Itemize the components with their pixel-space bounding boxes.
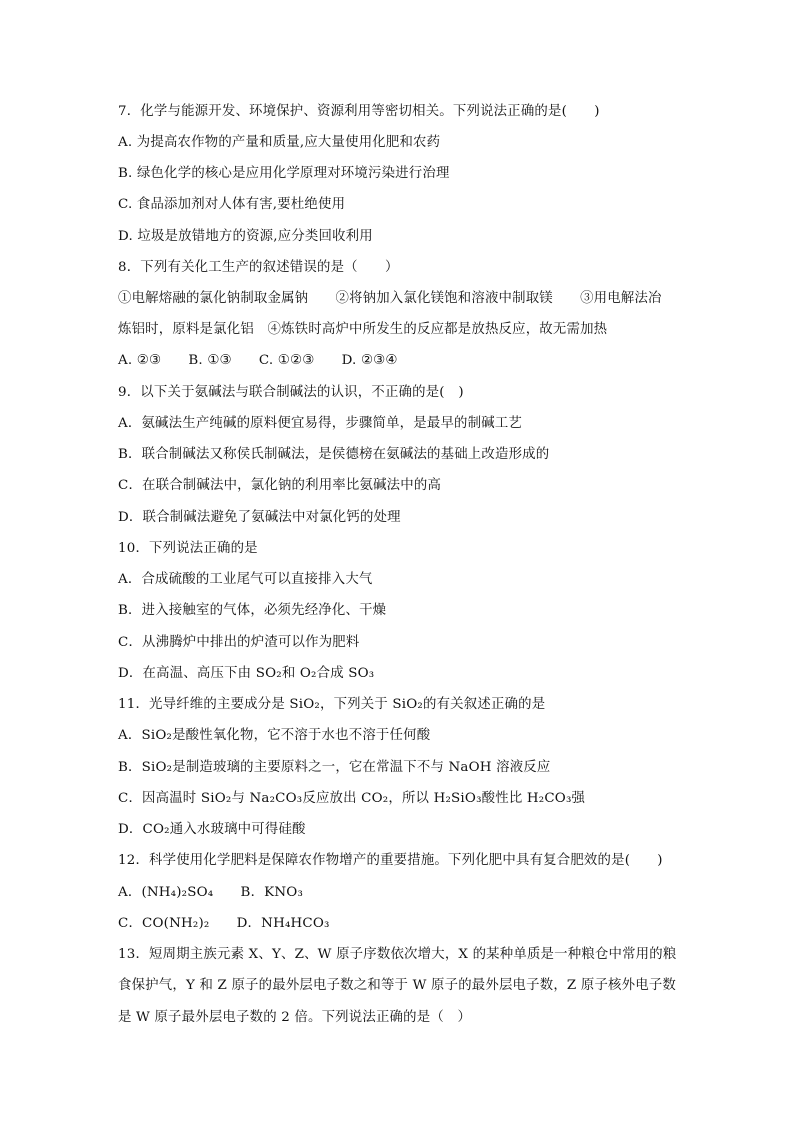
q11-option-d: D．CO₂通入水玻璃中可得硅酸 [118, 822, 306, 837]
q13-stem-line3: 是 W 原子最外层电子数的 2 倍。下列说法正确的是（ ） [118, 1010, 472, 1025]
q10-option-c: C．从沸腾炉中排出的炉渣可以作为肥料 [118, 635, 360, 650]
q11-option-c: C．因高温时 SiO₂与 Na₂CO₃反应放出 CO₂，所以 H₂SiO₃酸性比 H₂CO₃强 [118, 791, 586, 806]
q10-option-a: A．合成硫酸的工业尾气可以直接排入大气 [118, 572, 373, 587]
q7-option-c: C. 食品添加剂对人体有害,要杜绝使用 [118, 197, 346, 212]
q10-option-b: B．进入接触室的气体，必须先经净化、干燥 [118, 603, 387, 618]
q11-option-b: B．SiO₂是制造玻璃的主要原料之一，它在常温下不与 NaOH 溶液反应 [118, 760, 551, 775]
q9-stem: 9．以下关于氨碱法与联合制碱法的认识，不正确的是( ) [118, 385, 464, 400]
q9-option-a: A．氨碱法生产纯碱的原料便宜易得，步骤简单，是最早的制碱工艺 [118, 416, 522, 431]
q10-stem: 10．下列说法正确的是 [118, 541, 258, 556]
q11-stem: 11．光导纤维的主要成分是 SiO₂，下列关于 SiO₂的有关叙述正确的是 [118, 697, 546, 712]
q12-stem: 12．科学使用化学肥料是保障农作物增产的重要措施。下列化肥中具有复合肥效的是( ) [118, 853, 663, 868]
q12-options-ab: A．(NH₄)₂SO₄ B．KNO₃ [118, 885, 304, 900]
q13-stem-line2: 食保护气，Y 和 Z 原子的最外层电子数之和等于 W 原子的最外层电子数，Z 原子核外电子数 [118, 978, 677, 993]
q8-statements-line2: 炼铝时，原料是氯化铝 ④炼铁时高炉中所发生的反应都是放热反应，故无需加热 [118, 322, 608, 337]
q10-option-d: D．在高温、高压下由 SO₂和 O₂合成 SO₃ [118, 666, 375, 681]
q8-options: A. ②③ B. ①③ C. ①②③ D. ②③④ [118, 353, 398, 368]
q9-option-c: C．在联合制碱法中，氯化钠的利用率比氨碱法中的高 [118, 478, 442, 493]
q7-stem: 7．化学与能源开发、环境保护、资源利用等密切相关。下列说法正确的是( ) [118, 104, 600, 119]
q8-stem: 8．下列有关化工生产的叙述错误的是（ ） [118, 260, 399, 275]
q9-option-d: D．联合制碱法避免了氨碱法中对氯化钙的处理 [118, 510, 401, 525]
q8-statements-line1: ①电解熔融的氯化钠制取金属钠 ②将钠加入氯化镁饱和溶液中制取镁 ③用电解法冶 [118, 291, 662, 306]
q7-option-d: D. 垃圾是放错地方的资源,应分类回收利用 [118, 229, 373, 244]
q7-option-b: B. 绿色化学的核心是应用化学原理对环境污染进行治理 [118, 166, 450, 181]
q13-stem-line1: 13．短周期主族元素 X、Y、Z、W 原子序数依次增大，X 的某种单质是一种粮仓中常用的粮 [118, 947, 677, 962]
q7-option-a: A. 为提高农作物的产量和质量,应大量使用化肥和农药 [118, 135, 441, 150]
q12-options-cd: C．CO(NH₂)₂ D．NH₄HCO₃ [118, 916, 330, 931]
q9-option-b: B．联合制碱法又称侯氏制碱法，是侯德榜在氨碱法的基础上改造形成的 [118, 447, 550, 462]
q11-option-a: A．SiO₂是酸性氧化物，它不溶于水也不溶于任何酸 [118, 728, 431, 743]
